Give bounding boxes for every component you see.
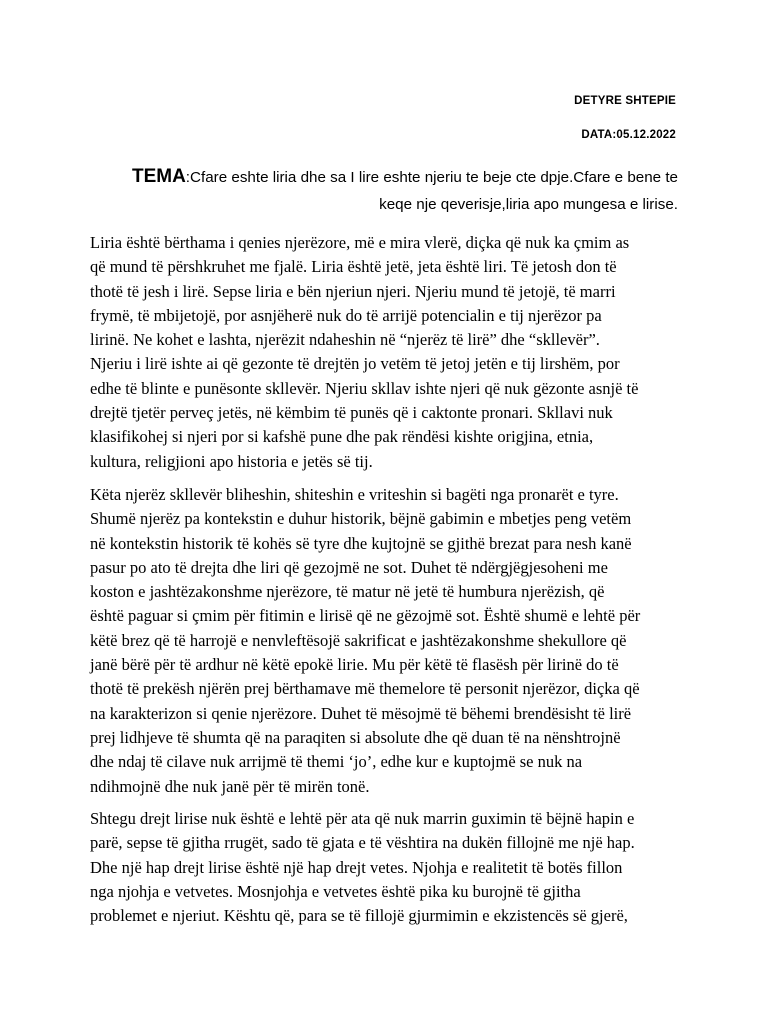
text-line: Shumë njerëz pa kontekstin e duhur historik, bëjnë gabimin e mbetjes peng vetëm — [90, 509, 632, 529]
topic-text-1: :Cfare eshte liria dhe sa I lire eshte njeriu te beje cte dpje.Cfare e bene te — [185, 169, 678, 186]
paragraph-2 — [90, 483, 690, 799]
text-line: nga njohja e vetvetes. Mosnjohja e vetvetes është pika ku burojnë të gjitha — [90, 881, 581, 901]
text-line: na karakterizon si qenie njerëzore. Duhet të mësojmë të bëhemi brendësisht të lirë — [90, 703, 632, 723]
text-line: Njeriu i lirë ishte ai që gezonte të drejtën jo vetëm të jetoj jetën e tij lirshëm, por — [90, 354, 620, 374]
topic-line-1 — [90, 163, 678, 191]
text-line: kultura, religjioni apo historia e jetës së tij. — [90, 451, 373, 471]
text-line: parë, sepse të gjitha rrugët, sado të gjata e të vështira na dukën fillojnë me një hap. — [90, 833, 635, 853]
topic-line-2: keqe nje qeverisje,liria apo mungesa e lirise. — [379, 196, 678, 213]
text-line: Këta njerëz skllevër bliheshin, shiteshin e vriteshin si bagëti nga pronarët e tyre. — [90, 485, 619, 504]
topic-heading — [90, 163, 678, 218]
text-line: pasur po ato të drejta dhe liri që gezojmë ne sot. Duhet të ndërgjëgjesoheni me — [90, 557, 608, 577]
text-line: në kontekstin historik të kohës së tyre dhe kujtojnë se gjithë brezat para nesh kanë — [90, 533, 632, 553]
text-line: klasifikohej si njeri por si kafshë pune dhe pak rëndësi kishte origjina, etnia, — [90, 427, 594, 447]
assignment-date: DATA:05.12.2022 — [581, 129, 676, 141]
text-line: këtë brez që të harrojë e nenvleftësojë sakrificat e jashtëzakonshme shekullore që — [90, 630, 627, 650]
text-line: Liria është bërthama i qenies njerëzore, më e mira vlerë, diçka që nuk ka çmim as — [90, 233, 630, 252]
text-line: që mund të përshkruhet me fjalë. Liria është jetë, jeta është liri. Të jetosh don të — [90, 257, 617, 277]
text-line: koston e jashtëzakonshme njerëzore, të matur në jetë të humbura njerëzish, që — [90, 582, 605, 602]
text-line: edhe të blinte e punësonte skllevër. Njeriu skllav ishte njeri që nuk gëzonte asnjë të — [90, 378, 639, 398]
text-line: është paguar si çmim për fitimin e lirisë që ne gëzojmë sot. Është shumë e lehtë për — [90, 606, 641, 626]
assignment-title: DETYRE SHTEPIE — [574, 95, 676, 107]
paragraph-1 — [90, 231, 690, 474]
topic-label: TEMA — [131, 166, 186, 187]
text-line: drejtë tjetër perveç jetës, në këmbim të punës që i caktonte pronari. Skllavi nuk — [90, 403, 613, 423]
text-line: Dhe një hap drejt lirise është një hap drejt vetes. Njohja e realitetit të botës fillon — [90, 857, 623, 877]
text-line: prej lidhjeve të shumta që na paraqiten si absolute dhe që duan të na nënshtrojnë — [90, 727, 621, 747]
text-line: janë bërë për të ardhur në këtë epokë lirie. Mu për këtë të flasësh për lirinë do të — [90, 655, 619, 675]
text-line: ndihmojnë dhe nuk janë për të mirën tonë. — [90, 776, 370, 796]
text-line: thotë të prekësh njërën prej bërthamave më themelore të personit njerëzor, diçka që — [90, 679, 640, 699]
text-line: lirinë. Ne kohet e lashta, njerëzit ndaheshin në “njerëz të lirë” dhe “skllevër”. — [90, 330, 600, 350]
text-line: problemet e njeriut. Kështu që, para se të fillojë gjurmimin e ekzistencës së gjerë, — [90, 906, 628, 926]
text-line: frymë, të mbijetojë, por asnjëherë nuk do të arrijë potencialin e tij njerëzor pa — [90, 305, 602, 325]
paragraph-3 — [90, 807, 690, 928]
text-line: dhe ndaj të cilave nuk arrijmë të themi ‘jo’, edhe kur e kuptojmë se nuk na — [90, 752, 583, 772]
text-line: thotë të jesh i lirë. Sepse liria e bën njeriun njeri. Njeriu mund të jetojë, të marri — [90, 281, 616, 301]
text-line: Shtegu drejt lirise nuk është e lehtë për ata që nuk marrin guximin të bëjnë hapin e — [90, 809, 635, 828]
